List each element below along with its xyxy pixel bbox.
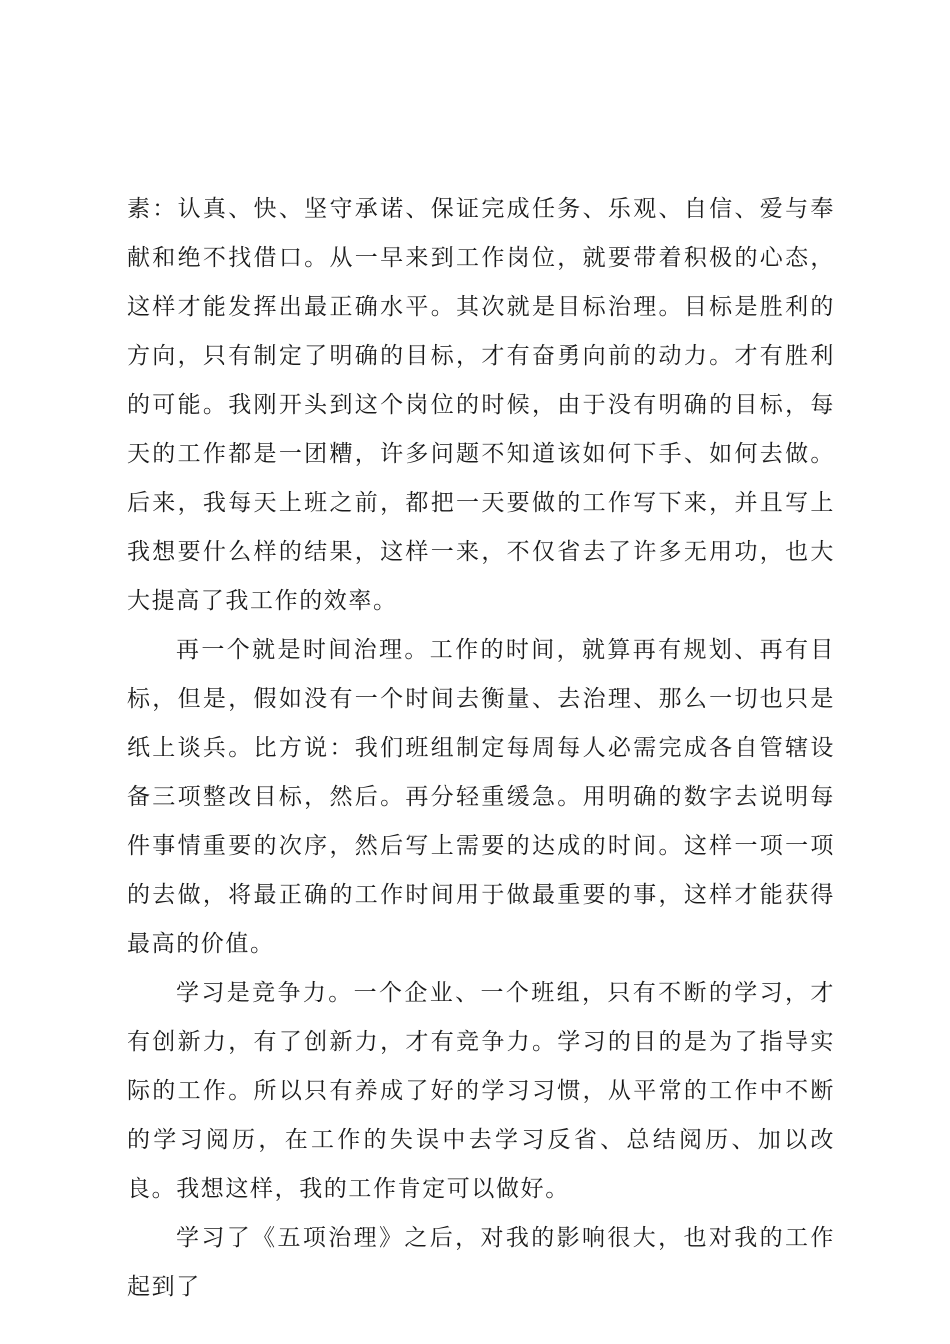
paragraph-4: 学习了《五项治理》之后，对我的影响很大，也对我的工作起到了 <box>127 1225 835 1300</box>
document-body <box>127 185 835 1312</box>
paragraph-1: 素：认真、快、坚守承诺、保证完成任务、乐观、自信、爱与奉献和绝不找借口。从一早来到工作岗位，就要带着积极的心态，这样才能发挥出最正确水平。其次就是目标治理。目标是胜利的方向，只有制定了明确的目标，才有奋勇向前的动力。才有胜利的可能。我刚开头到这个岗位的时候，由于没有明确的目标，每天的工作都是一团糟，许多问题不知道该如何下手、如何去做。后来，我每天上班之前，都把一天要做的工作写下来，并且写上我想要什么样的结果，这样一来，不仅省去了许多无用功，也大大提高了我工作的效率。 <box>127 196 835 614</box>
paragraph-2: 再一个就是时间治理。工作的时间，就算再有规划、再有目标，但是，假如没有一个时间去衡量、去治理、那么一切也只是纸上谈兵。比方说：我们班组制定每周每人必需完成各自管辖设备三项整改目标，然后。再分轻重缓急。用明确的数字去说明每件事情重要的次序，然后写上需要的达成的时间。这样一项一项的去做，将最正确的工作时间用于做最重要的事，这样才能获得最高的价值。 <box>127 637 835 957</box>
paragraph-3: 学习是竞争力。一个企业、一个班组，只有不断的学习，才有创新力，有了创新力，才有竞争力。学习的目的是为了指导实际的工作。所以只有养成了好的学习习惯，从平常的工作中不断的学习阅历，在工作的失误中去学习反省、总结阅历、加以改良。我想这样，我的工作肯定可以做好。 <box>127 980 835 1202</box>
